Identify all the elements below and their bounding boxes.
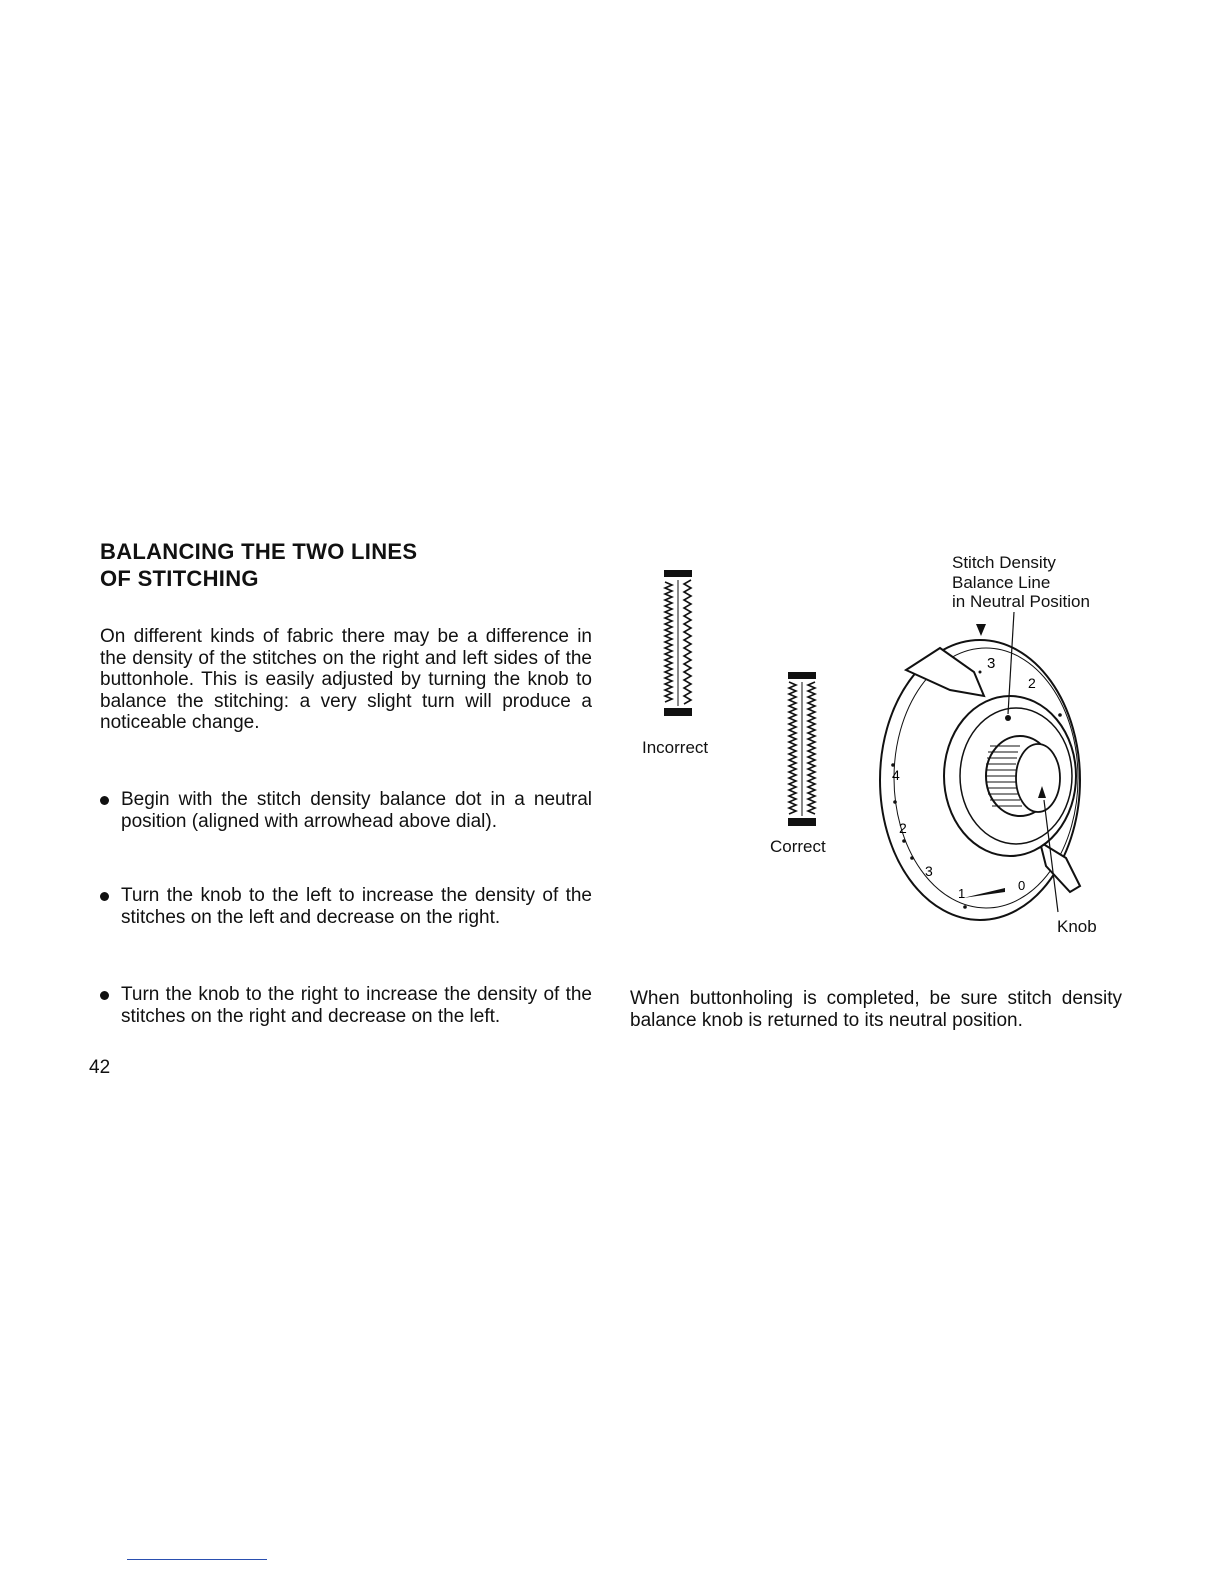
- dial-number: 2: [1028, 675, 1036, 691]
- bullet-text: Turn the knob to the left to increase the density of the stitches on the left and decrease on the right.: [121, 885, 592, 928]
- completion-note: When buttonholing is completed, be sure stitch density balance knob is returned to its neutral position.: [630, 988, 1122, 1031]
- density-balance-label: [952, 553, 1090, 612]
- dial-number: 4: [892, 767, 900, 783]
- density-dial-icon: [880, 612, 1080, 920]
- bullet-item-turn-left: [100, 885, 592, 928]
- page-number: 42: [89, 1057, 111, 1078]
- density-label-line-3: in Neutral Position: [952, 592, 1090, 611]
- footer-rule: [127, 1559, 267, 1560]
- density-label-line-1: Stitch Density: [952, 553, 1056, 572]
- incorrect-label: Incorrect: [642, 738, 709, 757]
- section-heading: [100, 538, 417, 592]
- knob-label: Knob: [1057, 917, 1097, 936]
- bullet-text: Begin with the stitch density balance dot in a neutral position (aligned with arrowhead above dial).: [121, 789, 592, 832]
- dial-number: 0: [1018, 878, 1026, 893]
- density-label-line-2: Balance Line: [952, 572, 1051, 592]
- bullet-dot-icon: [100, 991, 109, 1000]
- correct-label: Correct: [770, 837, 826, 856]
- bullet-dot-icon: [100, 796, 109, 805]
- intro-paragraph: On different kinds of fabric there may be a difference in the density of the stitches on the right and left sides of the buttonhole. This is easily adjusted by turning the knob to balance the stitching: a very slight turn will produce a noticeable change.: [100, 626, 592, 733]
- bullet-item-turn-right: [100, 984, 592, 1027]
- dial-number: 1: [958, 886, 966, 901]
- correct-buttonhole-icon: [788, 672, 816, 826]
- bullet-dot-icon: [100, 892, 109, 901]
- dial-number: 2: [899, 820, 907, 836]
- section-heading-line-2: OF STITCHING: [100, 566, 259, 591]
- dial-number: 3: [925, 863, 933, 879]
- dial-number: 3: [987, 655, 996, 672]
- bullet-text: Turn the knob to the right to increase the density of the stitches on the right and decrease on the left.: [121, 984, 592, 1027]
- section-heading-line-1: BALANCING THE TWO LINES: [100, 539, 418, 564]
- incorrect-buttonhole-icon: [664, 570, 692, 716]
- bullet-item-neutral: [100, 789, 592, 832]
